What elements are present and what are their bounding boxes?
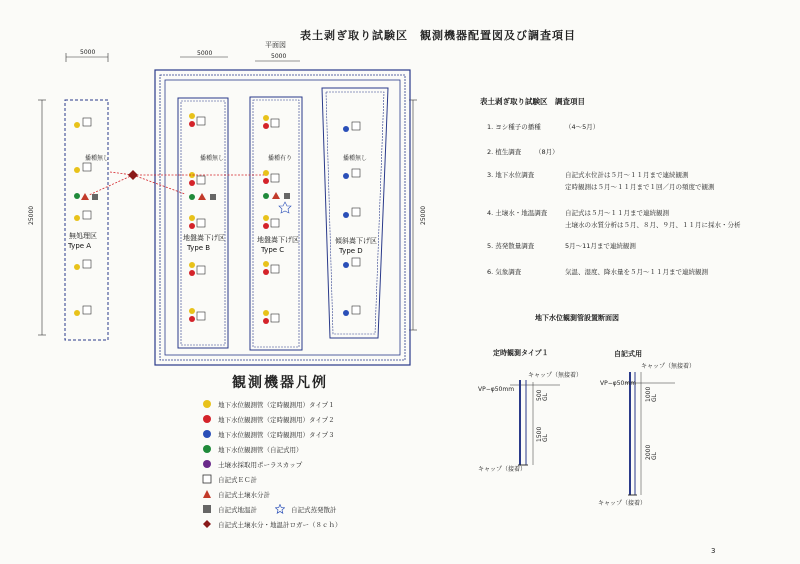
legend-item: 土壌水採取用ポーラスカップ bbox=[202, 459, 302, 469]
survey-detail: 土壌水の水質分析は５月、８月、９月、１１月に採水・分析 bbox=[565, 221, 741, 229]
cap-bottom-label: キャップ（接着） bbox=[478, 466, 527, 473]
cap-top-label: キャップ（無接着） bbox=[641, 363, 696, 370]
auto-title: 自記式用 bbox=[614, 350, 642, 358]
seed-label: 播種有り bbox=[268, 155, 293, 162]
zone-type: Type D bbox=[339, 247, 363, 255]
zone-name: 地盤嵩下げ区 bbox=[257, 236, 299, 244]
legend-title: 観測機器凡例 bbox=[232, 375, 328, 391]
seed-label: 播種無し bbox=[85, 155, 110, 162]
depth-label: 1500 bbox=[536, 426, 543, 442]
plot-d-instruments bbox=[343, 122, 360, 316]
gl-label: GL bbox=[542, 434, 549, 442]
survey-title: 表土剥ぎ取り試験区 調査項目 bbox=[480, 97, 585, 106]
zone-name: 地盤嵩下げ区 bbox=[183, 234, 225, 242]
depth-label: 2000 bbox=[645, 444, 652, 460]
plan-label: 平面図 bbox=[265, 41, 286, 49]
survey-item: 5. 蒸発散量調査 bbox=[487, 242, 535, 250]
type1-title: 定時観測タイプ１ bbox=[493, 349, 549, 357]
survey-item: 2. 植生調査 bbox=[487, 148, 522, 156]
legend-item: 自記式土壌水分計 bbox=[202, 489, 270, 499]
survey-detail: 自記式は５月〜１１月まで連続観測 bbox=[565, 209, 669, 217]
zone-type: Type A bbox=[68, 242, 92, 250]
zone-name: 傾斜嵩下げ区 bbox=[335, 237, 377, 245]
gl-label: GL bbox=[542, 393, 549, 401]
survey-item: 1. ヨシ種子の播種 bbox=[487, 123, 541, 131]
survey-detail: 5月〜11月まで連続観測 bbox=[565, 242, 636, 250]
cap-top-label: キャップ（無接着） bbox=[528, 372, 583, 379]
dim-label: 5000 bbox=[80, 49, 96, 56]
plot-a-border bbox=[65, 100, 108, 340]
gl-label: GL bbox=[651, 452, 658, 460]
zone-name: 無処理区 bbox=[69, 232, 97, 240]
logger-icon bbox=[128, 170, 138, 180]
survey-detail: （4〜5月） bbox=[565, 123, 600, 131]
seed-label: 播種無し bbox=[343, 155, 368, 162]
section-type1 bbox=[510, 380, 560, 465]
dim-label: 25000 bbox=[420, 205, 427, 225]
legend-item: 地下水位観測管（定時観測用）タイプ２ bbox=[202, 414, 335, 424]
depth-label: 500 bbox=[536, 389, 543, 401]
survey-detail: 気温、湿度、降水量を５月〜１１月まで連続観測 bbox=[565, 268, 708, 276]
dim-label: 5000 bbox=[197, 50, 213, 57]
legend-item: 自記式土壌水分・地温計ロガー（８ｃｈ） bbox=[202, 519, 342, 529]
page-number: 3 bbox=[711, 547, 716, 555]
survey-item: 4. 土壌水・地温調査 bbox=[487, 209, 548, 217]
legend-item: 地下水位観測管（定時観測用）タイプ３ bbox=[202, 429, 335, 439]
legend-item: 地下水位観測管（定時観測用）タイプ１ bbox=[202, 399, 335, 409]
survey-item: 6. 気象調査 bbox=[487, 268, 522, 276]
survey-detail: 自記式水位計は５月〜１１月まで連続観測 bbox=[565, 171, 689, 179]
pipe-label: VP−φ50mm bbox=[600, 380, 637, 387]
survey-detail: 定時観測は５月〜１１月まで１回／月の頻度で観測 bbox=[565, 183, 715, 191]
depth-label: 1000 bbox=[645, 386, 652, 402]
survey-item: 3. 地下水位調査 bbox=[487, 171, 535, 179]
legend-item: 地下水位観測管（自記式用） bbox=[202, 444, 303, 454]
plot-a-instruments bbox=[74, 118, 98, 316]
seed-label: 播種無し bbox=[200, 155, 225, 162]
survey-detail: （8月） bbox=[535, 148, 559, 156]
section-title: 地下水位観測管設置断面図 bbox=[535, 314, 619, 322]
legend-item: 自記式地温計 自記式蒸発散計 bbox=[202, 504, 337, 514]
legend-item: 自記式ＥＣ計 bbox=[202, 474, 257, 484]
gl-label: GL bbox=[651, 394, 658, 402]
dim-label: 25000 bbox=[28, 205, 35, 225]
cap-bottom-label: キャップ（接着） bbox=[598, 500, 647, 507]
plot-c-instruments bbox=[263, 115, 291, 324]
page-title: 表土剥ぎ取り試験区 観測機器配置図及び調査項目 bbox=[300, 29, 576, 42]
zone-type: Type C bbox=[261, 246, 285, 254]
zone-type: Type B bbox=[187, 244, 211, 252]
pipe-label: VP−φ50mm bbox=[478, 386, 515, 393]
plot-b-instruments bbox=[189, 113, 216, 322]
dim-label: 5000 bbox=[271, 53, 287, 60]
logger-cables bbox=[89, 172, 264, 195]
